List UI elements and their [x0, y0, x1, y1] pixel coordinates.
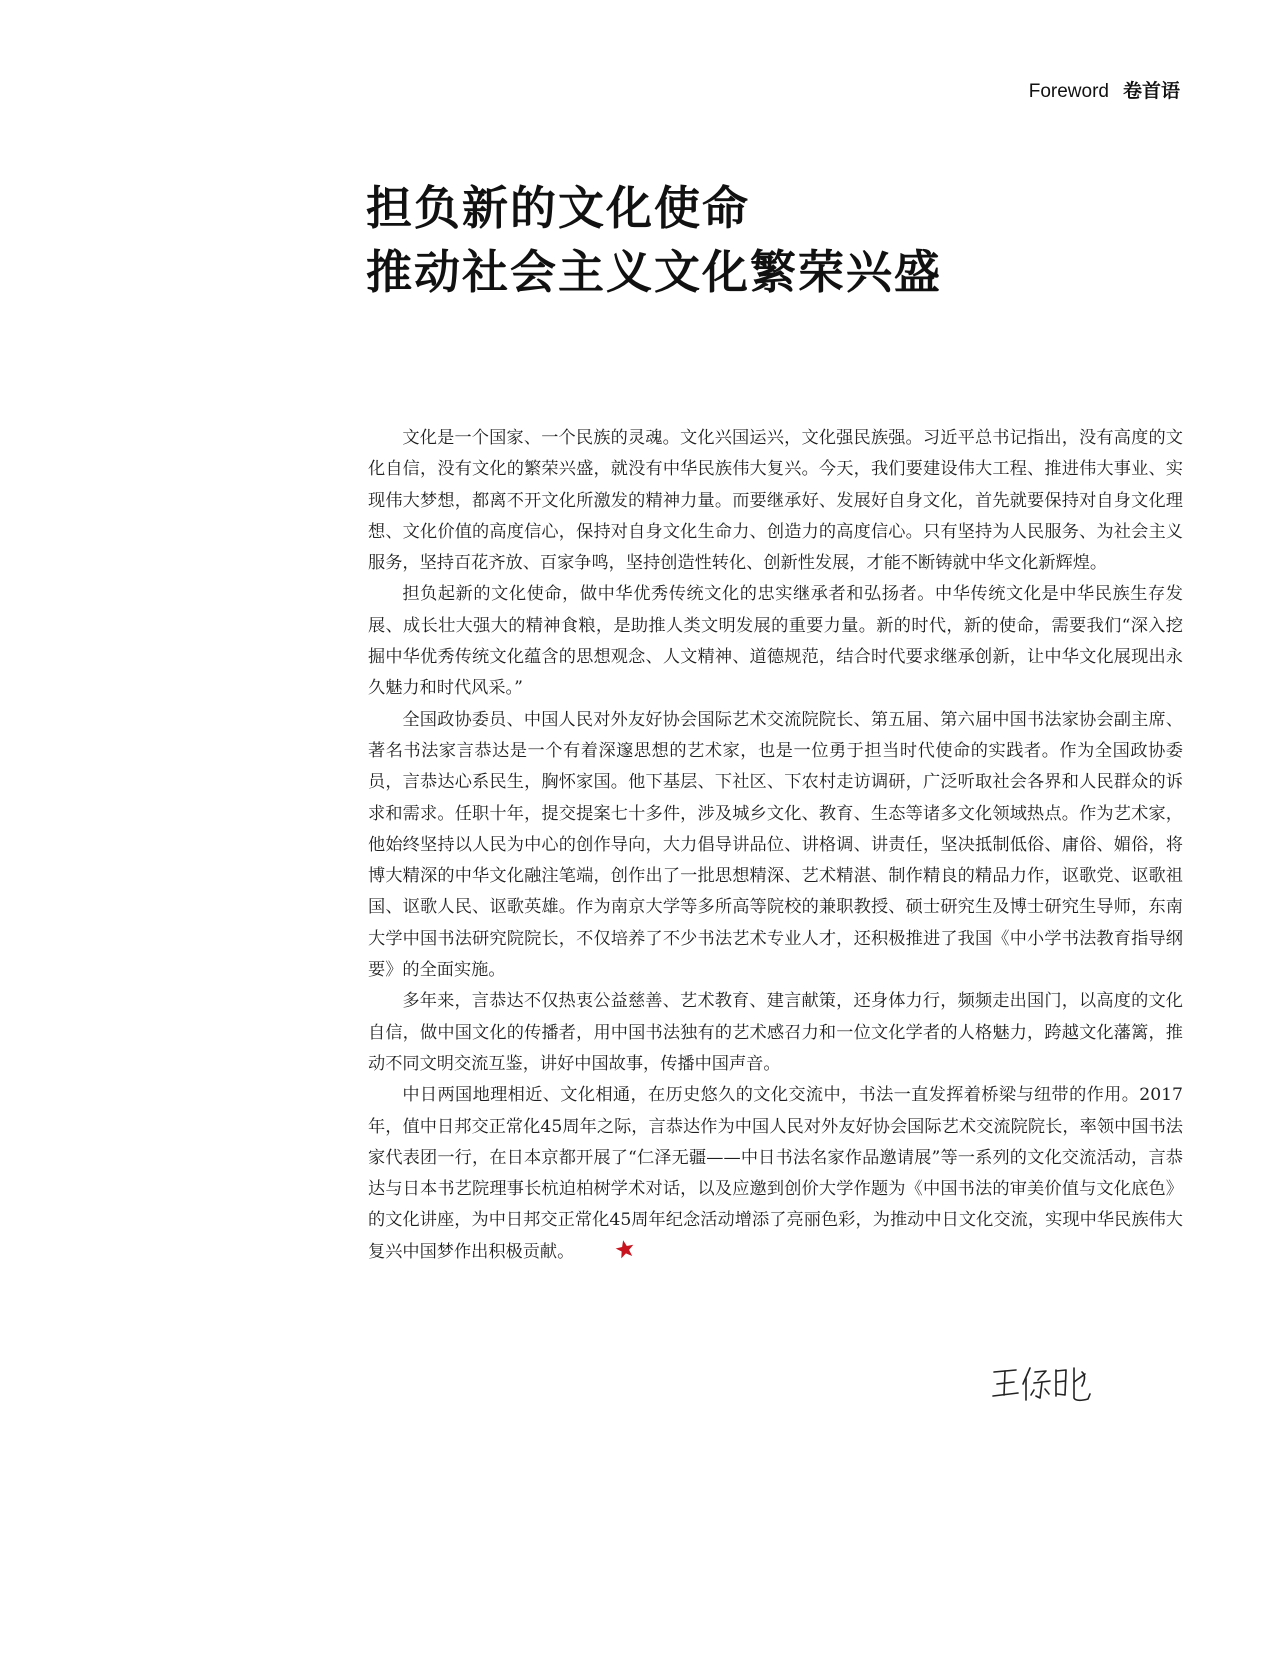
section-label-en: Foreword	[1028, 81, 1109, 102]
section-label-zh: 卷首语	[1122, 81, 1180, 102]
red-star-icon	[580, 1239, 634, 1270]
signature-image	[990, 1362, 1100, 1406]
article-title	[366, 176, 1186, 304]
paragraph-5-text: 中日两国地理相近、文化相通，在历史悠久的文化交流中，书法一直发挥着桥梁与纽带的作用。2017年，值中日邦交正常化45周年之际，言恭达作为中国人民对外友好协会国际艺术交流院院长，率领中国书法家代表团一行，在日本京都开展了“仁泽无疆——中日书法名家作品邀请展”等一系列的文化交流活动，言恭达与日本书艺院理事长杭迫柏树学术对话，以及应邀到创价大学作题为《中国书法的审美价值与文化底色》的文化讲座，为中日邦交正常化45周年纪念活动增添了亮丽色彩，为推动中日文化交流，实现中华民族伟大复兴中国梦作出积极贡献。	[368, 1085, 1183, 1262]
paragraph-3: 全国政协委员、中国人民对外友好协会国际艺术交流院院长、第五届、第六届中国书法家协会副主席、著名书法家言恭达是一个有着深邃思想的艺术家，也是一位勇于担当时代使命的实践者。作为全国政协委员，言恭达心系民生，胸怀家国。他下基层、下社区、下农村走访调研，广泛听取社会各界和人民群众的诉求和需求。任职十年，提交提案七十多件，涉及城乡文化、教育、生态等诸多文化领域热点。作为艺术家，他始终坚持以人民为中心的创作导向，大力倡导讲品位、讲格调、讲责任，坚决抵制低俗、庸俗、媚俗，将博大精深的中华文化融注笔端，创作出了一批思想精深、艺术精湛、制作精良的精品力作，讴歌党、讴歌祖国、讴歌人民、讴歌英雄。作为南京大学等多所高等院校的兼职教授、硕士研究生及博士研究生导师，东南大学中国书法研究院院长，不仅培养了不少书法艺术专业人才，还积极推进了我国《中小学书法教育指导纲要》的全面实施。	[368, 709, 1183, 981]
paragraph-2: 担负起新的文化使命，做中华优秀传统文化的忠实继承者和弘扬者。中华传统文化是中华民族生存发展、成长壮大强大的精神食粮，是助推人类文明发展的重要力量。新的时代，新的使命，需要我们“深入挖掘中华优秀传统文化蕴含的思想观念、人文精神、道德规范，结合时代要求继承创新，让中华文化展现出永久魅力和时代风采。”	[368, 584, 1183, 699]
paragraph-5	[368, 1080, 1183, 1270]
article-body	[368, 423, 1183, 1270]
title-line-1: 担负新的文化使命	[366, 181, 750, 235]
running-head	[1029, 76, 1180, 103]
paragraph-1: 文化是一个国家、一个民族的灵魂。文化兴国运兴，文化强民族强。习近平总书记指出，没有高度的文化自信，没有文化的繁荣兴盛，就没有中华民族伟大复兴。今天，我们要建设伟大工程、推进伟大事业、实现伟大梦想，都离不开文化所激发的精神力量。而要继承好、发展好自身文化，首先就要保持对自身文化理想、文化价值的高度信心，保持对自身文化生命力、创造力的高度信心。只有坚持为人民服务、为社会主义服务，坚持百花齐放、百家争鸣，坚持创造性转化、创新性发展，才能不断铸就中华文化新辉煌。	[368, 428, 1183, 574]
paragraph-4: 多年来，言恭达不仅热衷公益慈善、艺术教育、建言献策，还身体力行，频频走出国门，以高度的文化自信，做中国文化的传播者，用中国书法独有的艺术感召力和一位文化学者的人格魅力，跨越文化藩篱，推动不同文明交流互鉴，讲好中国故事，传播中国声音。	[368, 991, 1183, 1074]
title-line-2: 推动社会主义文化繁荣兴盛	[366, 245, 942, 299]
